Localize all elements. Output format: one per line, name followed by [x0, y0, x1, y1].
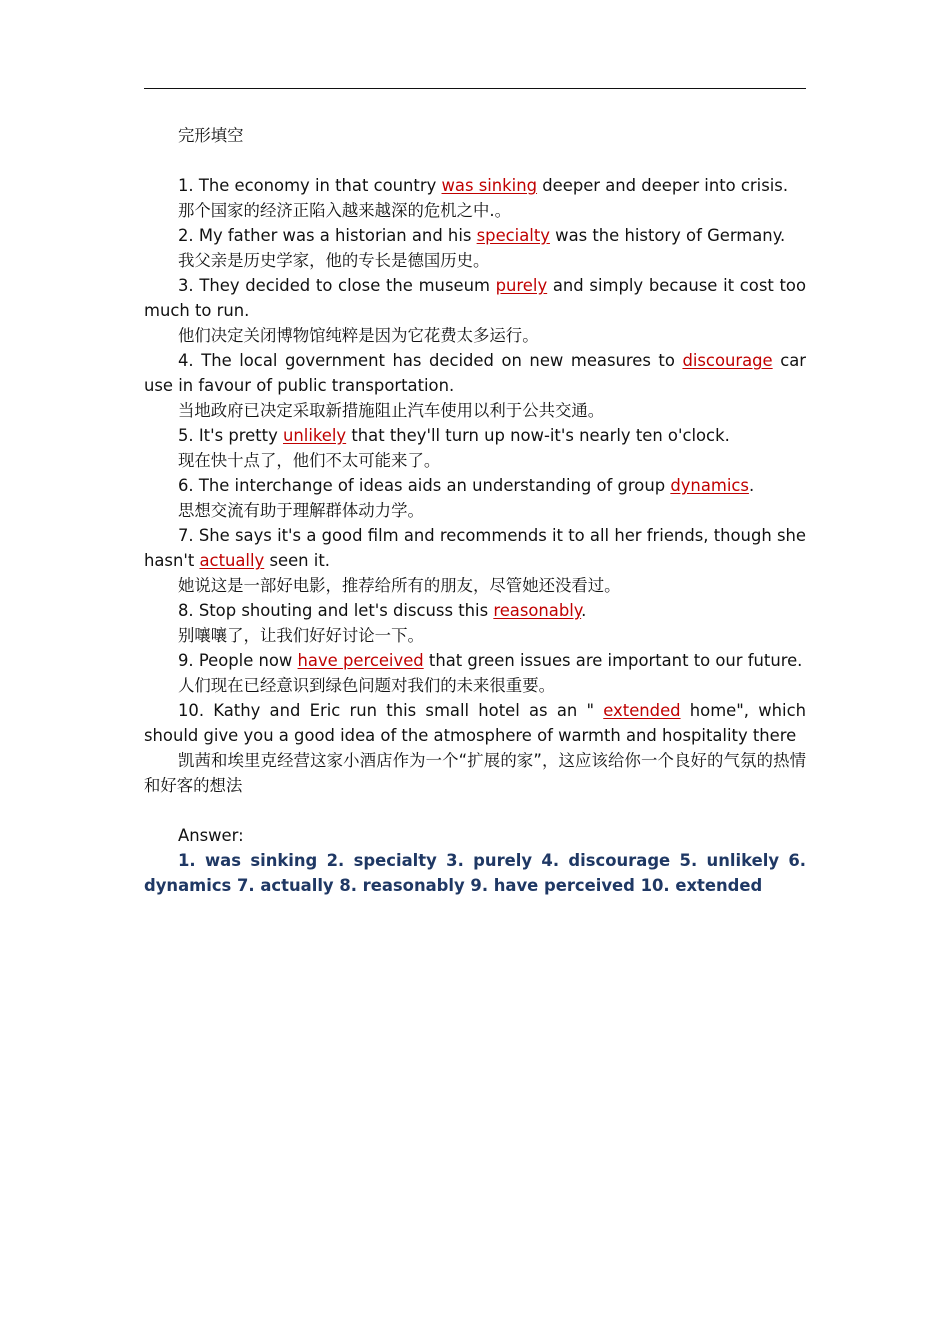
section-title: 完形填空	[178, 126, 244, 145]
sentence-5	[144, 423, 806, 448]
translation-8: 别嚷嚷了，让我们好好讨论一下。	[178, 626, 424, 645]
sentence-3	[144, 273, 806, 323]
answer-word: was sinking	[441, 176, 538, 195]
sentence-text: 7. She says it's a good film and recommends it to all her friends, though she hasn't	[144, 526, 806, 570]
sentence-text: .	[748, 476, 755, 495]
translation-1: 那个国家的经济正陷入越来越深的危机之中.。	[178, 201, 512, 220]
answer-word: dynamics	[670, 476, 749, 495]
answer-word: actually	[199, 551, 265, 570]
sentence-text: 4. The local government has decided on new measures to	[178, 351, 683, 370]
sentence-text: car use in favour of public transportation.	[144, 351, 806, 395]
answer-word: discourage	[682, 351, 773, 370]
sentence-text: 5. It's pretty	[178, 426, 283, 445]
answer-key: 1. was sinking 2. specialty 3. purely 4. discourage 5. unlikely 6. dynamics 7. actually 8. reasonably 9. have perceived 10. extended	[144, 851, 806, 895]
sentence-1	[144, 173, 806, 198]
translation-2: 我父亲是历史学家，他的专长是德国历史。	[178, 251, 490, 270]
answer-word: extended	[603, 701, 681, 720]
sentence-text: 10. Kathy and Eric run this small hotel as an "	[178, 701, 604, 720]
answer-heading: Answer:	[178, 826, 244, 845]
translation-4: 当地政府已决定采取新措施阻止汽车使用以利于公共交通。	[178, 401, 605, 420]
sentence-6	[144, 473, 806, 498]
sentence-text: 1. The economy in that country	[178, 176, 442, 195]
sentence-text: deeper and deeper into crisis.	[537, 176, 789, 195]
sentence-2	[144, 223, 806, 248]
answer-word: specialty	[476, 226, 550, 245]
translation-5: 现在快十点了，他们不太可能来了。	[178, 451, 441, 470]
translation-7: 她说这是一部好电影，推荐给所有的朋友，尽管她还没看过。	[178, 576, 621, 595]
sentence-text: that they'll turn up now-it's nearly ten o'clock.	[346, 426, 730, 445]
translation-6: 思想交流有助于理解群体动力学。	[178, 501, 424, 520]
answer-word: purely	[495, 276, 548, 295]
sentence-7	[144, 523, 806, 573]
sentence-text: seen it.	[264, 551, 330, 570]
sentence-9	[144, 648, 806, 673]
sentence-4	[144, 348, 806, 398]
spacer	[144, 798, 806, 823]
document-page	[144, 88, 806, 898]
sentence-8	[144, 598, 806, 623]
spacer	[144, 148, 806, 173]
sentence-text: 9. People now	[178, 651, 298, 670]
answer-word: unlikely	[283, 426, 347, 445]
answer-word: have perceived	[297, 651, 424, 670]
answer-word: reasonably	[493, 601, 582, 620]
sentence-text: 3. They decided to close the museum	[178, 276, 496, 295]
sentence-10	[144, 698, 806, 748]
sentence-text: 2. My father was a historian and his	[178, 226, 477, 245]
translation-3: 他们决定关闭博物馆纯粹是因为它花费太多运行。	[178, 326, 539, 345]
sentence-text: home", which should give you a good idea of the atmosphere of warmth and hospitality there	[144, 701, 806, 745]
sentence-text: and simply because it cost too much to run.	[144, 276, 806, 320]
translation-10: 凯茜和埃里克经营这家小酒店作为一个“扩展的家”，这应该给你一个良好的气氛的热情和好客的想法	[144, 751, 806, 795]
document-body	[144, 123, 806, 898]
sentence-text: 6. The interchange of ideas aids an understanding of group	[178, 476, 671, 495]
header-rule	[144, 88, 806, 89]
sentence-text: was the history of Germany.	[549, 226, 786, 245]
translation-9: 人们现在已经意识到绿色问题对我们的未来很重要。	[178, 676, 555, 695]
sentence-text: that green issues are important to our future.	[423, 651, 803, 670]
sentence-text: 8. Stop shouting and let's discuss this	[178, 601, 494, 620]
sentence-text: .	[581, 601, 587, 620]
